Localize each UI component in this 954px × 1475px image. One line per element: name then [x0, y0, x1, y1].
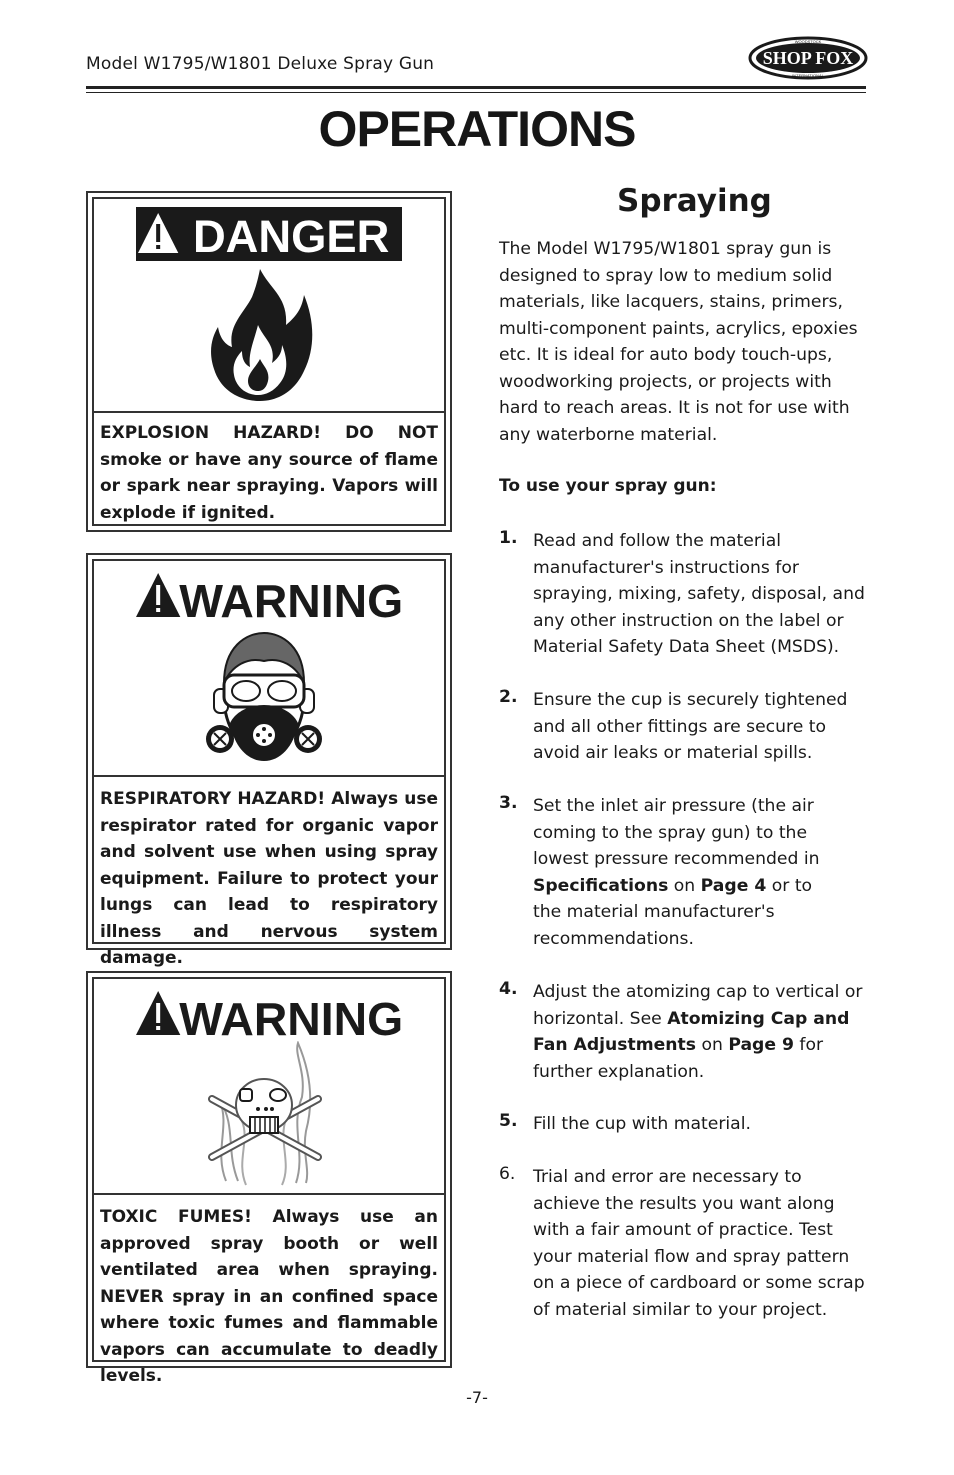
danger-signal-word [136, 207, 402, 261]
step-number: 4. [499, 979, 518, 999]
danger-hazard-box [86, 191, 452, 532]
step-number: 1. [499, 528, 518, 548]
respiratory-warning-box [86, 553, 452, 968]
step-text-part: or to the material manufacturer's recommendations. [533, 875, 813, 949]
page-ref: Page 4 [700, 875, 767, 896]
step-text-part: on [695, 1035, 729, 1055]
step-number: 3. [499, 793, 518, 813]
shop-fox-logo [748, 36, 868, 80]
danger-hazard-text: EXPLOSION HAZARD! DO NOT smoke or have any source of flame or spark near spraying. Vapors will explode if ignited. [100, 423, 438, 523]
intro-paragraph: The Model W1795/W1801 spray gun is designed to spray low to medium solid materials, like lacquers, stains, primers, multi-component paints, acrylics, epoxies etc. It is ideal for auto body touch-ups, woodworking projects, or projects with hard to reach areas. It is not for use with any waterborne material. [499, 239, 858, 445]
logo-small-bottom: INTERNATIONAL [792, 73, 824, 78]
danger-pictogram-area [94, 199, 444, 413]
flame-icon [208, 267, 314, 407]
step-number: 6. [499, 1164, 516, 1184]
step-text-part: Adjust the atomizing cap to vertical or horizontal. See [533, 982, 863, 1029]
toxic-fumes-hazard-text: TOXIC FUMES! Always use an approved spray booth or well ventilated area when spraying. NEVER spray in an confined space where toxic fumes and flammable vapors can accumulate to deadly levels. [100, 1207, 438, 1386]
header-rule-thin [86, 92, 866, 93]
page-number: -7- [466, 1388, 488, 1407]
toxic-fumes-pictogram-area [94, 979, 444, 1195]
respiratory-hazard-text: RESPIRATORY HAZARD! Always use respirator rated for organic vapor and solvent use when using spray equipment. Failure to protect your lungs can lead to respiratory illness and nervous system damage. [100, 789, 438, 968]
step-text: Read and follow the material manufacturer's instructions for spraying, mixing, safety, disposal, and any other instruction on the label or Material Safety Data Sheet (MSDS). [533, 531, 865, 657]
header-model-title: Model W1795/W1801 Deluxe Spray Gun [86, 54, 435, 74]
step-text-part: Set the inlet air pressure (the air coming to the spray gun) to the lowest pressure recommended in [533, 796, 820, 869]
header-rule-thick [86, 86, 866, 89]
step-number: 2. [499, 687, 518, 707]
logo-small-top: WOODSTOCK [794, 39, 822, 44]
skull-crossbones-fumes-icon [206, 1041, 326, 1193]
step-text: Trial and error are necessary to achieve the results you want along with a fair amount of practice. Test your material flow and spray pattern on a piece of cardboard or some scrap of material similar to your project. [533, 1167, 865, 1320]
page-ref: Page 9 [728, 1035, 794, 1055]
warning-signal-word-2 [136, 987, 402, 1041]
danger-label: DANGER [192, 211, 390, 261]
section-title: Spraying [617, 183, 772, 219]
warning-label-2: WARNING [179, 993, 402, 1041]
warning-label-1: WARNING [179, 575, 402, 623]
step-text [533, 793, 833, 952]
step-text [533, 979, 863, 1085]
step-text: Fill the cup with material. [533, 1114, 751, 1134]
toxic-fumes-warning-box [86, 971, 452, 1386]
specifications-ref: Specifications [533, 875, 669, 896]
step-text-part: on [668, 875, 701, 896]
respirator-icon [206, 627, 322, 771]
page-title: OPERATIONS [318, 101, 636, 157]
logo-text: SHOP FOX [762, 48, 854, 68]
step-number: 5. [499, 1111, 518, 1131]
step-text: Ensure the cup is securely tightened and all other fittings are secure to avoid air leaks or material spills. [533, 690, 848, 763]
atomizing-cap-ref: Atomizing Cap and Fan Adjustments [533, 1008, 850, 1055]
steps-heading: To use your spray gun: [499, 476, 717, 496]
respiratory-pictogram-area [94, 561, 444, 777]
warning-signal-word-1 [136, 569, 402, 623]
step-text-part: for further explanation. [533, 1035, 824, 1082]
